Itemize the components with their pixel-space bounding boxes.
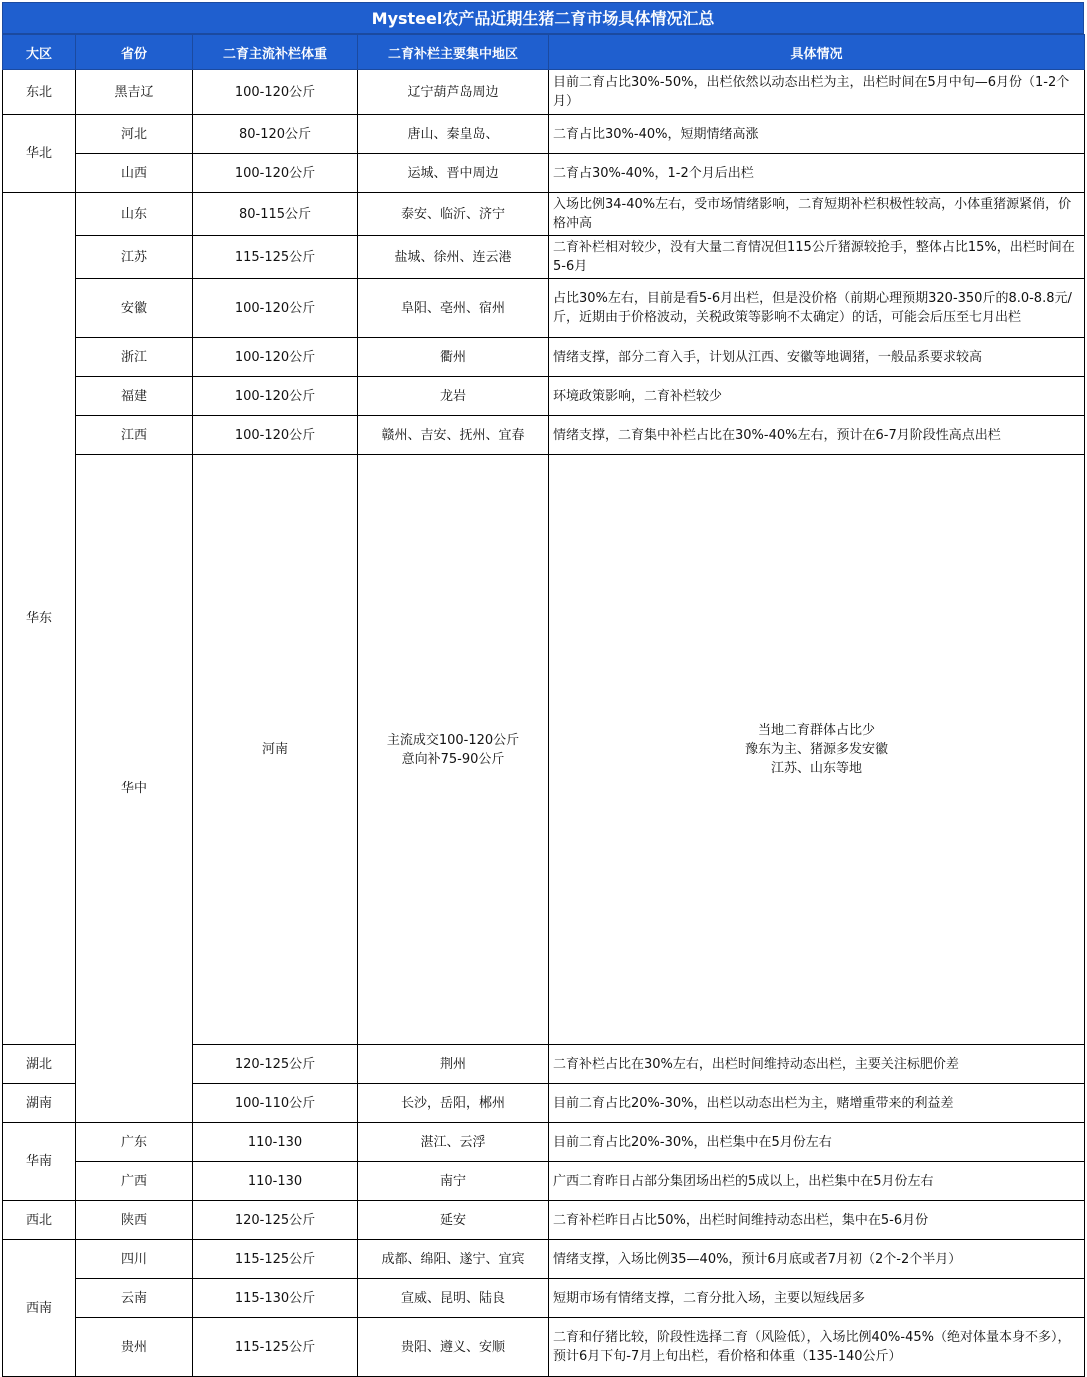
area-line: 江苏、山东等地 <box>770 761 862 776</box>
province-cell: 广东 <box>76 1123 193 1162</box>
weight-cell: 80-115公斤 <box>193 193 358 236</box>
area-cell: 南宁 <box>358 1162 549 1201</box>
province-cell: 安徽 <box>76 279 193 338</box>
area-cell: 泰安、临沂、济宁 <box>358 193 549 236</box>
detail-cell: 短期市场有情绪支撑，二育分批入场，主要以短线居多 <box>549 1279 1085 1318</box>
weight-cell: 120-125公斤 <box>193 1045 358 1084</box>
area-cell: 延安 <box>358 1201 549 1240</box>
table-row <box>3 338 1085 377</box>
weight-cell: 100-120公斤 <box>193 416 358 455</box>
area-cell: 龙岩 <box>358 377 549 416</box>
table-row <box>3 279 1085 338</box>
area-cell: 宣威、昆明、陆良 <box>358 1279 549 1318</box>
area-cell: 唐山、秦皇岛、 <box>358 115 549 154</box>
table-row <box>3 1318 1085 1377</box>
detail-cell: 二育和仔猪比较，阶段性选择二育（风险低），入场比例40%-45%（绝对体量本身不多），预计6月下旬-7月上旬出栏，看价格和体重（135-140公斤） <box>549 1318 1085 1377</box>
area-cell: 荆州 <box>358 1045 549 1084</box>
region-cell: 华东 <box>3 193 76 1045</box>
region-cell: 华南 <box>3 1123 76 1201</box>
weight-cell <box>358 455 549 1045</box>
detail-cell: 二育补栏相对较少，没有大量二育情况但115公斤猪源较抢手，整体占比15%，出栏时间在5-6月 <box>549 236 1085 279</box>
detail-cell: 广西二育昨日占部分集团场出栏的5成以上，出栏集中在5月份左右 <box>549 1162 1085 1201</box>
province-cell: 福建 <box>76 377 193 416</box>
province-cell: 江苏 <box>76 236 193 279</box>
table-row <box>3 377 1085 416</box>
weight-cell: 110-130 <box>193 1123 358 1162</box>
detail-cell: 目前二育占比30%-50%，出栏依然以动态出栏为主，出栏时间在5月中旬—6月份（1-2个月） <box>549 70 1085 115</box>
detail-cell: 二育占30%-40%，1-2个月后出栏 <box>549 154 1085 193</box>
detail-cell: 二育补栏昨日占比50%，出栏时间维持动态出栏，集中在5-6月份 <box>549 1201 1085 1240</box>
weight-line: 主流成交100-120公斤 <box>386 732 520 748</box>
area-cell: 湛江、云浮 <box>358 1123 549 1162</box>
weight-cell: 100-120公斤 <box>193 70 358 115</box>
province-cell: 江西 <box>76 416 193 455</box>
summary-table <box>2 34 1085 1377</box>
header-province: 省份 <box>76 35 193 70</box>
table-row <box>3 193 1085 236</box>
table-row <box>3 1123 1085 1162</box>
header-detail: 具体情况 <box>549 35 1085 70</box>
area-cell <box>549 455 1085 1045</box>
province-cell: 浙江 <box>76 338 193 377</box>
table-row <box>3 1162 1085 1201</box>
area-line: 当地二育群体占比少 <box>757 723 875 738</box>
weight-line: 意向补75-90公斤 <box>401 751 505 767</box>
weight-cell: 115-125公斤 <box>193 236 358 279</box>
detail-cell: 二育补栏占比在30%左右，出栏时间维持动态出栏，主要关注标肥价差 <box>549 1045 1085 1084</box>
province-cell: 湖北 <box>3 1045 76 1084</box>
header-row <box>3 35 1085 70</box>
area-line: 豫东为主、猪源多发安徽 <box>744 742 888 757</box>
province-cell: 河北 <box>76 115 193 154</box>
summary-table-container <box>2 2 1084 1377</box>
table-row <box>3 1201 1085 1240</box>
weight-cell: 115-125公斤 <box>193 1240 358 1279</box>
province-cell: 贵州 <box>76 1318 193 1377</box>
province-cell: 山东 <box>76 193 193 236</box>
header-weight: 二育主流补栏体重 <box>193 35 358 70</box>
area-cell: 赣州、吉安、抚州、宜春 <box>358 416 549 455</box>
table-row <box>3 455 1085 1045</box>
area-cell: 盐城、徐州、连云港 <box>358 236 549 279</box>
region-cell: 华北 <box>3 115 76 193</box>
detail-cell: 情绪支撑，入场比例35—40%，预计6月底或者7月初（2个-2个半月） <box>549 1240 1085 1279</box>
province-cell: 陕西 <box>76 1201 193 1240</box>
header-region: 大区 <box>3 35 76 70</box>
area-cell: 运城、晋中周边 <box>358 154 549 193</box>
table-row <box>3 1240 1085 1279</box>
province-cell: 河南 <box>193 455 358 1045</box>
area-cell: 衢州 <box>358 338 549 377</box>
table-row <box>3 154 1085 193</box>
table-row <box>3 115 1085 154</box>
area-cell: 长沙，岳阳，郴州 <box>358 1084 549 1123</box>
table-title: Mysteel农产品近期生猪二育市场具体情况汇总 <box>2 2 1084 34</box>
weight-cell: 100-120公斤 <box>193 154 358 193</box>
header-area: 二育补栏主要集中地区 <box>358 35 549 70</box>
detail-cell: 情绪支撑，部分二育入手，计划从江西、安徽等地调猪，一般品系要求较高 <box>549 338 1085 377</box>
region-cell: 华中 <box>76 455 193 1123</box>
weight-cell: 80-120公斤 <box>193 115 358 154</box>
detail-cell: 目前二育占比20%-30%，出栏以动态出栏为主，赌增重带来的利益差 <box>549 1084 1085 1123</box>
region-cell: 西南 <box>3 1240 76 1377</box>
province-cell: 黑吉辽 <box>76 70 193 115</box>
table-row <box>3 1279 1085 1318</box>
detail-cell: 占比30%左右，目前是看5-6月出栏，但是没价格（前期心理预期320-350斤的8.0-8.8元/斤，近期由于价格波动，关税政策等影响不太确定）的话，可能会后压至七月出栏 <box>549 279 1085 338</box>
detail-cell: 环境政策影响，二育补栏较少 <box>549 377 1085 416</box>
province-cell: 山西 <box>76 154 193 193</box>
area-cell: 成都、绵阳、遂宁、宜宾 <box>358 1240 549 1279</box>
weight-cell: 100-120公斤 <box>193 377 358 416</box>
weight-cell: 100-120公斤 <box>193 279 358 338</box>
weight-cell: 115-130公斤 <box>193 1279 358 1318</box>
area-cell: 辽宁葫芦岛周边 <box>358 70 549 115</box>
detail-cell: 入场比例34-40%左右，受市场情绪影响，二育短期补栏积极性较高，小体重猪源紧俏，价格冲高 <box>549 193 1085 236</box>
weight-cell: 115-125公斤 <box>193 1318 358 1377</box>
province-cell: 四川 <box>76 1240 193 1279</box>
table-row <box>3 416 1085 455</box>
table-row <box>3 70 1085 115</box>
province-cell: 云南 <box>76 1279 193 1318</box>
area-cell: 贵阳、遵义、安顺 <box>358 1318 549 1377</box>
province-cell: 湖南 <box>3 1084 76 1123</box>
weight-cell: 100-110公斤 <box>193 1084 358 1123</box>
weight-cell: 100-120公斤 <box>193 338 358 377</box>
region-cell: 东北 <box>3 70 76 115</box>
detail-cell: 二育占比30%-40%，短期情绪高涨 <box>549 115 1085 154</box>
region-cell: 西北 <box>3 1201 76 1240</box>
weight-cell: 120-125公斤 <box>193 1201 358 1240</box>
weight-cell: 110-130 <box>193 1162 358 1201</box>
province-cell: 广西 <box>76 1162 193 1201</box>
area-cell: 阜阳、亳州、宿州 <box>358 279 549 338</box>
detail-cell: 情绪支撑，二育集中补栏占比在30%-40%左右，预计在6-7月阶段性高点出栏 <box>549 416 1085 455</box>
detail-cell: 目前二育占比20%-30%，出栏集中在5月份左右 <box>549 1123 1085 1162</box>
table-row <box>3 236 1085 279</box>
